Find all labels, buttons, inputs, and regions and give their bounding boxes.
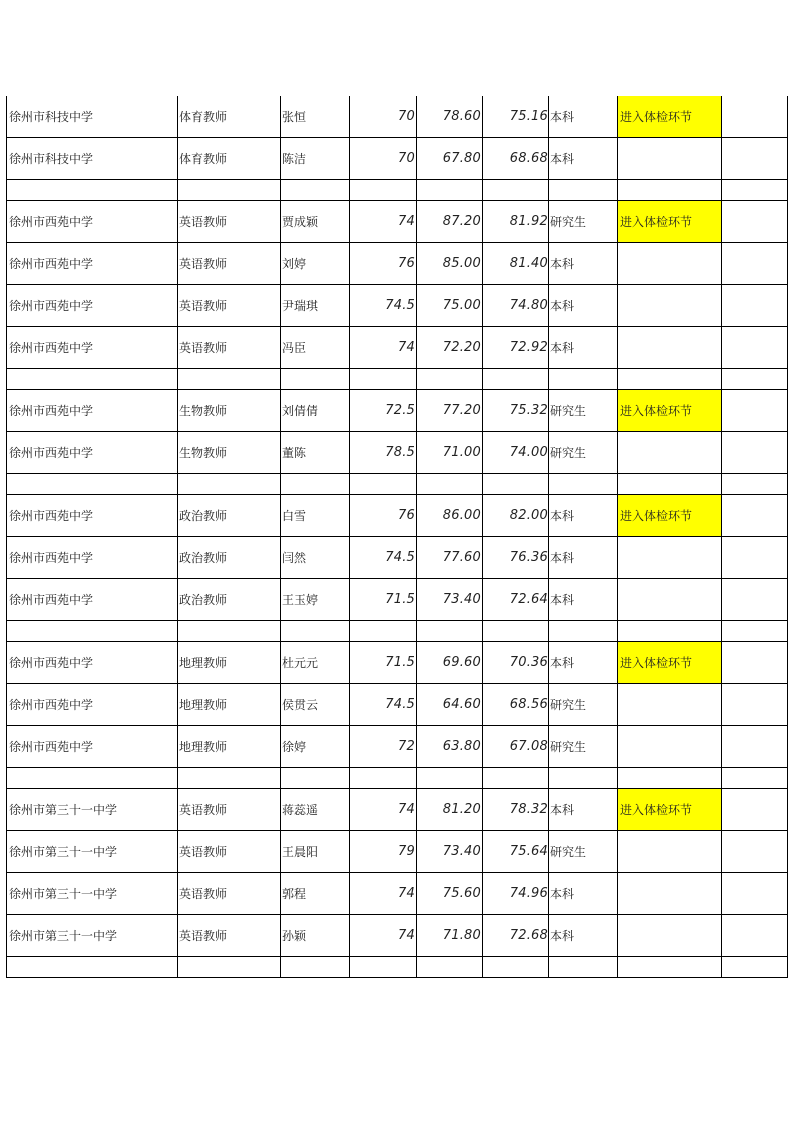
cell-empty [721,327,788,368]
cell-note: 进入体检环节 [617,390,721,431]
cell-interview: 85.00 [416,243,482,284]
cell-written [349,768,416,788]
cell-education [548,621,617,641]
cell-education: 研究生 [548,201,617,242]
cell-education: 本科 [548,327,617,368]
cell-note [617,285,721,326]
cell-position: 政治教师 [177,537,280,578]
table-row [6,873,788,915]
cell-note [617,621,721,641]
table-row [6,432,788,474]
cell-written [349,474,416,494]
cell-note [617,915,721,956]
cell-note [617,684,721,725]
cell-interview: 69.60 [416,642,482,683]
cell-empty [721,915,788,956]
cell-written [349,369,416,389]
cell-note [617,369,721,389]
table-row [6,96,788,138]
cell-name: 刘婷 [280,243,349,284]
cell-total: 68.68 [482,138,548,179]
cell-note [617,537,721,578]
cell-education: 研究生 [548,726,617,767]
cell-written: 74.5 [349,285,416,326]
cell-education [548,180,617,200]
cell-education [548,474,617,494]
cell-name [280,369,349,389]
cell-school: 徐州市西苑中学 [6,684,177,725]
cell-interview [416,768,482,788]
results-table [6,96,788,978]
cell-total [482,957,548,977]
cell-written [349,180,416,200]
cell-note [617,726,721,767]
cell-written: 74 [349,201,416,242]
cell-total [482,474,548,494]
cell-position [177,957,280,977]
cell-interview [416,369,482,389]
cell-education: 研究生 [548,432,617,473]
cell-education: 本科 [548,96,617,137]
table-spacer-row [6,474,788,495]
cell-school: 徐州市第三十一中学 [6,915,177,956]
cell-note [617,327,721,368]
cell-written: 71.5 [349,579,416,620]
cell-name: 郭程 [280,873,349,914]
cell-written: 76 [349,495,416,536]
cell-written: 74 [349,327,416,368]
cell-name: 王玉婷 [280,579,349,620]
cell-interview: 87.20 [416,201,482,242]
cell-education: 本科 [548,915,617,956]
cell-note: 进入体检环节 [617,96,721,137]
cell-interview: 78.60 [416,96,482,137]
cell-total: 70.36 [482,642,548,683]
cell-interview: 72.20 [416,327,482,368]
cell-total [482,621,548,641]
cell-name: 杜元元 [280,642,349,683]
cell-interview: 64.60 [416,684,482,725]
cell-interview: 71.00 [416,432,482,473]
cell-position: 地理教师 [177,726,280,767]
cell-education: 本科 [548,495,617,536]
cell-education: 本科 [548,243,617,284]
table-row [6,285,788,327]
cell-note [617,432,721,473]
cell-education: 本科 [548,138,617,179]
cell-note [617,768,721,788]
cell-position: 英语教师 [177,789,280,830]
cell-total: 75.64 [482,831,548,872]
cell-position: 政治教师 [177,495,280,536]
cell-written: 74 [349,789,416,830]
table-spacer-row [6,369,788,390]
cell-note [617,474,721,494]
cell-name: 尹瑞琪 [280,285,349,326]
cell-total: 74.00 [482,432,548,473]
cell-empty [721,684,788,725]
cell-empty [721,201,788,242]
cell-school: 徐州市第三十一中学 [6,831,177,872]
cell-school: 徐州市西苑中学 [6,201,177,242]
cell-note [617,873,721,914]
cell-name: 徐婷 [280,726,349,767]
cell-school: 徐州市西苑中学 [6,432,177,473]
cell-name: 贾成颖 [280,201,349,242]
cell-school [6,957,177,977]
cell-note [617,957,721,977]
cell-name: 刘倩倩 [280,390,349,431]
cell-interview: 81.20 [416,789,482,830]
cell-written: 72 [349,726,416,767]
cell-note [617,180,721,200]
cell-position: 英语教师 [177,243,280,284]
cell-note [617,579,721,620]
cell-position: 体育教师 [177,138,280,179]
cell-school: 徐州市西苑中学 [6,390,177,431]
cell-written: 79 [349,831,416,872]
cell-empty [721,390,788,431]
cell-total: 82.00 [482,495,548,536]
cell-school: 徐州市西苑中学 [6,537,177,578]
cell-written: 78.5 [349,432,416,473]
cell-total: 78.32 [482,789,548,830]
cell-name: 闫然 [280,537,349,578]
cell-empty [721,873,788,914]
table-row [6,390,788,432]
cell-empty [721,726,788,767]
cell-total: 72.64 [482,579,548,620]
cell-name [280,474,349,494]
cell-name: 孙颖 [280,915,349,956]
cell-empty [721,369,788,389]
table-row [6,684,788,726]
cell-name: 冯臣 [280,327,349,368]
cell-interview: 67.80 [416,138,482,179]
cell-written: 70 [349,138,416,179]
cell-school: 徐州市西苑中学 [6,579,177,620]
cell-written: 74 [349,915,416,956]
cell-position [177,180,280,200]
cell-empty [721,768,788,788]
cell-empty [721,537,788,578]
table-row [6,642,788,684]
cell-total: 74.96 [482,873,548,914]
cell-interview: 86.00 [416,495,482,536]
cell-total [482,768,548,788]
cell-total: 76.36 [482,537,548,578]
cell-total: 75.32 [482,390,548,431]
cell-note: 进入体检环节 [617,495,721,536]
cell-position: 英语教师 [177,327,280,368]
cell-interview [416,621,482,641]
cell-education: 研究生 [548,684,617,725]
table-row [6,495,788,537]
cell-empty [721,96,788,137]
cell-empty [721,495,788,536]
cell-written: 72.5 [349,390,416,431]
cell-position [177,369,280,389]
table-row [6,726,788,768]
cell-interview: 75.60 [416,873,482,914]
cell-position: 生物教师 [177,432,280,473]
cell-name: 董陈 [280,432,349,473]
cell-written [349,621,416,641]
cell-interview [416,474,482,494]
cell-position [177,621,280,641]
cell-interview: 75.00 [416,285,482,326]
cell-empty [721,180,788,200]
table-spacer-row [6,621,788,642]
cell-name [280,180,349,200]
cell-empty [721,285,788,326]
cell-total: 75.16 [482,96,548,137]
table-row [6,138,788,180]
table-row [6,537,788,579]
cell-school: 徐州市科技中学 [6,96,177,137]
cell-education [548,369,617,389]
cell-total: 74.80 [482,285,548,326]
cell-position: 生物教师 [177,390,280,431]
cell-total: 67.08 [482,726,548,767]
cell-education: 研究生 [548,831,617,872]
cell-name: 白雪 [280,495,349,536]
cell-total: 72.92 [482,327,548,368]
cell-position [177,474,280,494]
cell-interview: 63.80 [416,726,482,767]
cell-empty [721,642,788,683]
cell-name [280,768,349,788]
cell-school: 徐州市第三十一中学 [6,789,177,830]
cell-education [548,768,617,788]
cell-written: 70 [349,96,416,137]
cell-total: 68.56 [482,684,548,725]
cell-written: 74.5 [349,684,416,725]
cell-position: 英语教师 [177,285,280,326]
cell-written: 74 [349,873,416,914]
cell-written: 71.5 [349,642,416,683]
table-row [6,243,788,285]
cell-empty [721,243,788,284]
cell-empty [721,831,788,872]
cell-interview: 77.60 [416,537,482,578]
cell-position [177,768,280,788]
cell-position: 英语教师 [177,873,280,914]
cell-interview: 73.40 [416,579,482,620]
cell-total [482,180,548,200]
cell-empty [721,138,788,179]
cell-interview: 77.20 [416,390,482,431]
cell-name: 王晨阳 [280,831,349,872]
table-spacer-row [6,957,788,978]
cell-school [6,621,177,641]
cell-education: 研究生 [548,390,617,431]
cell-position: 体育教师 [177,96,280,137]
cell-education: 本科 [548,537,617,578]
cell-note: 进入体检环节 [617,789,721,830]
cell-empty [721,432,788,473]
cell-interview [416,957,482,977]
cell-school: 徐州市第三十一中学 [6,873,177,914]
cell-interview [416,180,482,200]
cell-education: 本科 [548,642,617,683]
table-spacer-row [6,768,788,789]
cell-total [482,369,548,389]
cell-position: 英语教师 [177,831,280,872]
cell-school [6,369,177,389]
cell-school: 徐州市科技中学 [6,138,177,179]
cell-written: 74.5 [349,537,416,578]
table-row [6,579,788,621]
cell-education: 本科 [548,873,617,914]
table-row [6,327,788,369]
cell-name [280,957,349,977]
cell-name [280,621,349,641]
cell-total: 72.68 [482,915,548,956]
cell-education: 本科 [548,285,617,326]
cell-empty [721,621,788,641]
cell-position: 地理教师 [177,684,280,725]
cell-school: 徐州市西苑中学 [6,243,177,284]
cell-name: 蒋蕊遥 [280,789,349,830]
cell-note: 进入体检环节 [617,201,721,242]
cell-total: 81.92 [482,201,548,242]
cell-school [6,474,177,494]
cell-empty [721,579,788,620]
cell-position: 英语教师 [177,201,280,242]
cell-interview: 71.80 [416,915,482,956]
cell-school: 徐州市西苑中学 [6,726,177,767]
cell-interview: 73.40 [416,831,482,872]
cell-school: 徐州市西苑中学 [6,495,177,536]
cell-school: 徐州市西苑中学 [6,327,177,368]
cell-empty [721,789,788,830]
cell-empty [721,957,788,977]
cell-name: 陈洁 [280,138,349,179]
cell-total: 81.40 [482,243,548,284]
cell-note: 进入体检环节 [617,642,721,683]
table-row [6,915,788,957]
cell-school: 徐州市西苑中学 [6,285,177,326]
cell-school [6,768,177,788]
cell-school [6,180,177,200]
table-spacer-row [6,180,788,201]
cell-note [617,243,721,284]
cell-note [617,138,721,179]
cell-name: 张恒 [280,96,349,137]
table-row [6,201,788,243]
cell-education: 本科 [548,789,617,830]
table-row [6,789,788,831]
cell-position: 政治教师 [177,579,280,620]
cell-note [617,831,721,872]
cell-education: 本科 [548,579,617,620]
cell-position: 英语教师 [177,915,280,956]
cell-school: 徐州市西苑中学 [6,642,177,683]
cell-education [548,957,617,977]
table-row [6,831,788,873]
cell-name: 侯贯云 [280,684,349,725]
cell-position: 地理教师 [177,642,280,683]
cell-written: 76 [349,243,416,284]
cell-written [349,957,416,977]
cell-empty [721,474,788,494]
